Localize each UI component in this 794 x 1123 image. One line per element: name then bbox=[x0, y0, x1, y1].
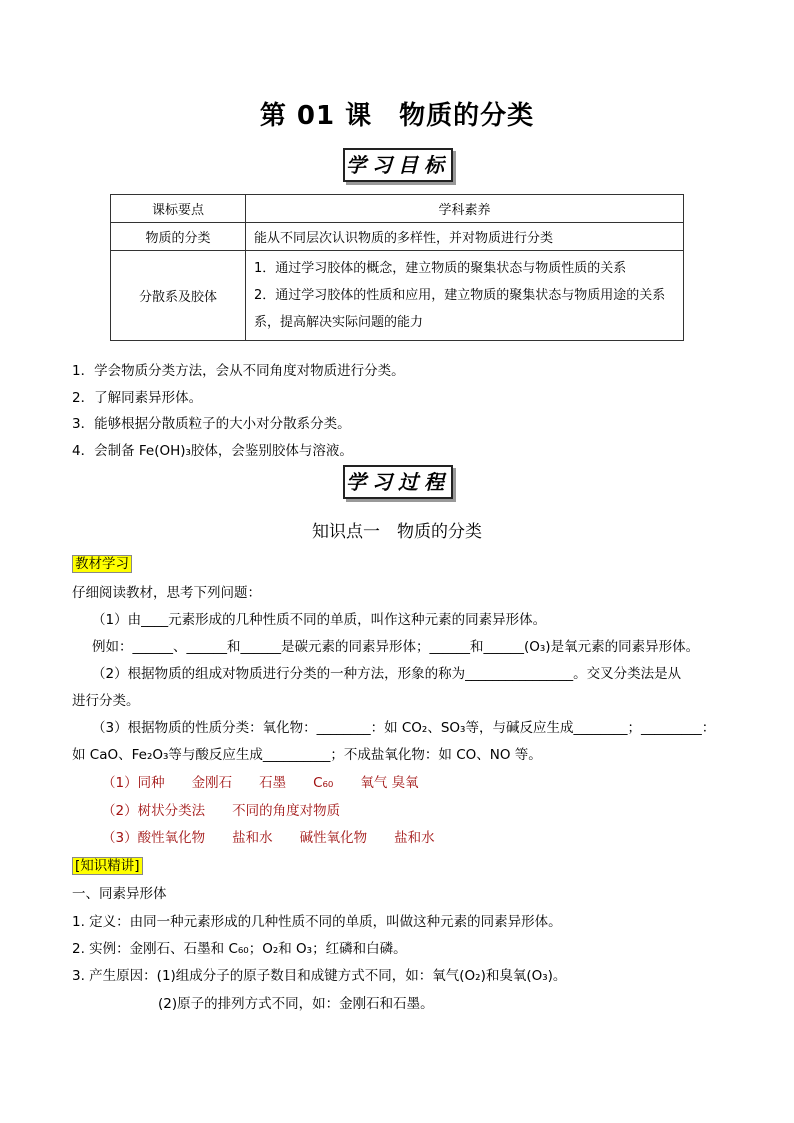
goal-item: 4．会制备 Fe(OH)₃胶体，会鉴别胶体与溶液。 bbox=[72, 443, 353, 459]
table-row bbox=[111, 223, 684, 251]
knowledge-cause-1: 3. 产生原因：(1)组成分子的原子数目和成键方式不同，如：氧气(O₂)和臭氧(O₃)。 bbox=[72, 968, 567, 984]
table-header-cell: 课标要点 bbox=[111, 195, 246, 223]
question-1: （1）由____元素形成的几种性质不同的单质，叫作这种元素的同素异形体。 bbox=[92, 612, 547, 628]
section-banner-label: 学习目标 bbox=[346, 153, 450, 177]
table-cell-value bbox=[246, 251, 684, 341]
table-header-cell: 学科素养 bbox=[246, 195, 684, 223]
question-3: （3）根据物质的性质分类：氧化物：________：如 CO₂、SO₃等，与碱反应生成________；_________： bbox=[92, 720, 716, 736]
table-cell-line: 2．通过学习胶体的性质和应用，建立物质的聚集状态与物质用途的关系 bbox=[254, 288, 666, 303]
question-2-cont: 进行分类。 bbox=[72, 693, 140, 709]
intro-text: 仔细阅读教材，思考下列问题： bbox=[72, 585, 261, 601]
section-banner-label: 学习过程 bbox=[346, 470, 450, 494]
answer-3: （3）酸性氧化物 盐和水 碱性氧化物 盐和水 bbox=[102, 830, 435, 846]
goals-table bbox=[110, 194, 684, 341]
question-3-cont: 如 CaO、Fe₂O₃等与酸反应生成__________；不成盐氧化物：如 CO、NO 等。 bbox=[72, 747, 542, 763]
knowledge-cause-2: (2)原子的排列方式不同，如：金刚石和石墨。 bbox=[158, 996, 434, 1012]
answer-2: （2）树状分类法 不同的角度对物质 bbox=[102, 803, 341, 819]
table-header-row bbox=[111, 195, 684, 223]
table-cell-line: 1．通过学习胶体的概念，建立物质的聚集状态与物质性质的关系 bbox=[254, 261, 627, 276]
tag-knowledge-explain: [知识精讲] bbox=[72, 854, 143, 874]
knowledge-examples: 2. 实例：金刚石、石墨和 C₆₀；O₂和 O₃；红磷和白磷。 bbox=[72, 941, 407, 957]
table-cell-key: 物质的分类 bbox=[111, 223, 246, 251]
question-1-example: 例如：______、______和______是碳元素的同素异形体；______和______(O₃)是氧元素的同素异形体。 bbox=[92, 639, 700, 655]
goal-item: 1．学会物质分类方法，会从不同角度对物质进行分类。 bbox=[72, 363, 405, 379]
tag-textbook-study: 教材学习 bbox=[72, 552, 132, 572]
page-title: 第 01 课 物质的分类 bbox=[259, 101, 535, 131]
question-2: （2）根据物质的组成对物质进行分类的一种方法，形象的称为________________。交叉分类法是从 bbox=[92, 666, 682, 682]
subsection-heading: 知识点一 物质的分类 bbox=[312, 522, 482, 542]
table-row bbox=[111, 251, 684, 341]
knowledge-definition: 1. 定义：由同一种元素形成的几种性质不同的单质，叫做这种元素的同素异形体。 bbox=[72, 914, 562, 930]
goal-item: 3．能够根据分散质粒子的大小对分散系分类。 bbox=[72, 416, 351, 432]
section-banner-process bbox=[343, 465, 453, 499]
answer-1: （1）同种 金刚石 石墨 C₆₀ 氧气 臭氧 bbox=[102, 775, 419, 791]
table-cell-value: 能从不同层次认识物质的多样性，并对物质进行分类 bbox=[246, 223, 684, 251]
knowledge-heading: 一、同素异形体 bbox=[72, 886, 167, 902]
goal-item: 2．了解同素异形体。 bbox=[72, 390, 203, 406]
table-cell-line: 系，提高解决实际问题的能力 bbox=[254, 315, 424, 330]
table-cell-key: 分散系及胶体 bbox=[111, 251, 246, 341]
section-banner-goals bbox=[343, 148, 453, 182]
